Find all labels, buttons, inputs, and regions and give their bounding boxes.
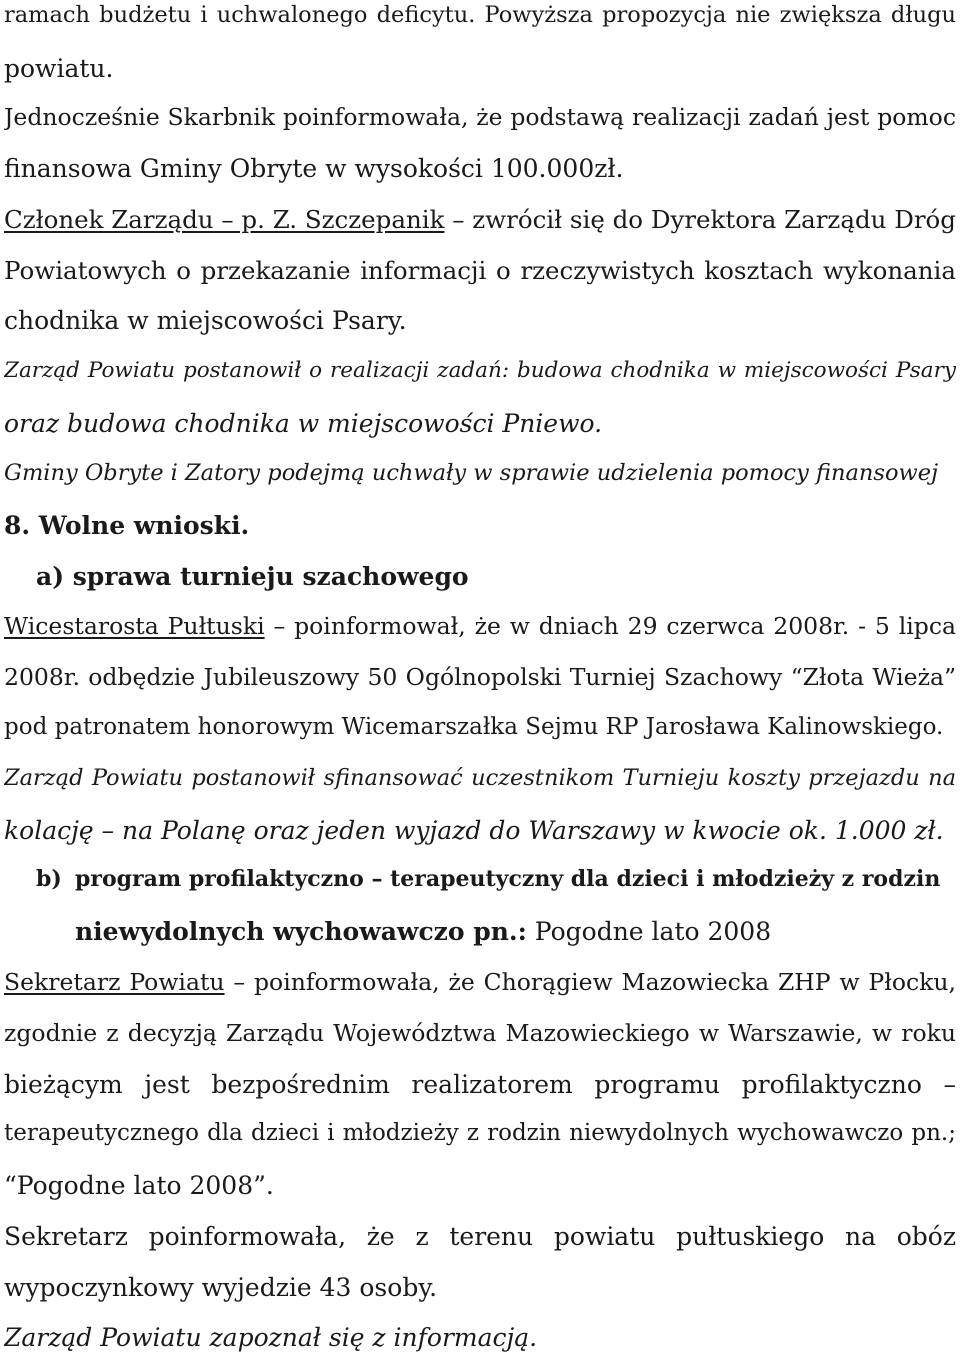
text-line: chodnika w miejscowości Psary. bbox=[4, 306, 407, 335]
text-line: Powiatowych o przekazanie informacji o rzeczywistych kosztach wykonania bbox=[4, 256, 956, 285]
text-line: 2008r. odbędzie Jubileuszowy 50 Ogólnopolski Turniej Szachowy “Złota Wieża” bbox=[4, 663, 956, 691]
text-line: Sekretarz poinformowała, że z terenu powiatu pułtuskiego na obóz bbox=[4, 1222, 956, 1251]
subsection-heading bbox=[36, 866, 956, 892]
program-name: Pogodne lato 2008 bbox=[526, 917, 772, 946]
text-line: wypoczynkowy wyjedzie 43 osoby. bbox=[4, 1273, 438, 1302]
text-line: terapeutycznego dla dzieci i młodzieży z rodzin niewydolnych wychowawczo pn.; bbox=[4, 1120, 956, 1146]
text-line: pod patronatem honorowym Wicemarszałka Sejmu RP Jarosława Kalinowskiego. bbox=[4, 714, 944, 740]
decision-text: Zarząd Powiatu postanowił sfinansować uczestnikom Turnieju koszty przejazdu na bbox=[4, 765, 956, 791]
decision-text: Zarząd Powiatu zapoznał się z informacją. bbox=[4, 1323, 538, 1352]
subsection-label: b) bbox=[36, 866, 62, 892]
statement-text: – poinformował, że w dniach 29 czerwca 2008r. - 5 lipca bbox=[264, 612, 956, 640]
text-line: powiatu. bbox=[4, 54, 114, 83]
statement-text: – poinformowała, że Chorągiew Mazowiecka ZHP w Płocku, bbox=[224, 968, 956, 996]
decision-text: Zarząd Powiatu postanowił o realizacji zadań: budowa chodnika w miejscowości Psary bbox=[4, 358, 956, 383]
speaker-name: Członek Zarządu – p. Z. Szczepanik bbox=[4, 205, 445, 234]
text-line bbox=[4, 205, 956, 234]
section-heading: 8. Wolne wnioski. bbox=[4, 511, 250, 540]
text-line: zgodnie z decyzją Zarządu Województwa Mazowieckiego w Warszawie, w roku bbox=[4, 1019, 956, 1047]
statement-text: – zwrócił się do Dyrektora Zarządu Dróg bbox=[444, 205, 956, 234]
speaker-name: Sekretarz Powiatu bbox=[4, 968, 225, 996]
subsection-title: niewydolnych wychowawczo pn.: bbox=[75, 917, 527, 946]
speaker-name: Wicestarosta Pułtuski bbox=[4, 612, 265, 640]
text-line: bieżącym jest bezpośrednim realizatorem programu profilaktyczno – bbox=[4, 1070, 956, 1099]
decision-text: kolację – na Polanę oraz jeden wyjazd do Warszawy w kwocie ok. 1.000 zł. bbox=[4, 816, 944, 845]
subsection-heading: a) sprawa turnieju szachowego bbox=[36, 562, 469, 591]
subsection-heading-continued bbox=[75, 917, 955, 947]
decision-text: oraz budowa chodnika w miejscowości Pniewo. bbox=[4, 409, 603, 438]
text-line bbox=[4, 612, 956, 640]
text-line bbox=[4, 968, 956, 996]
decision-text: Gminy Obryte i Zatory podejmą uchwały w sprawie udzielenia pomocy finansowej bbox=[4, 460, 939, 486]
text-line: finansowa Gminy Obryte w wysokości 100.000zł. bbox=[4, 154, 624, 183]
subsection-title: program profilaktyczno – terapeutyczny dla dzieci i młodzieży z rodzin bbox=[75, 866, 941, 892]
text-line: “Pogodne lato 2008”. bbox=[4, 1171, 274, 1200]
text-line: Jednocześnie Skarbnik poinformowała, że podstawą realizacji zadań jest pomoc bbox=[4, 103, 956, 131]
text-line: ramach budżetu i uchwalonego deficytu. Powyższa propozycja nie zwiększa długu bbox=[4, 2, 956, 28]
